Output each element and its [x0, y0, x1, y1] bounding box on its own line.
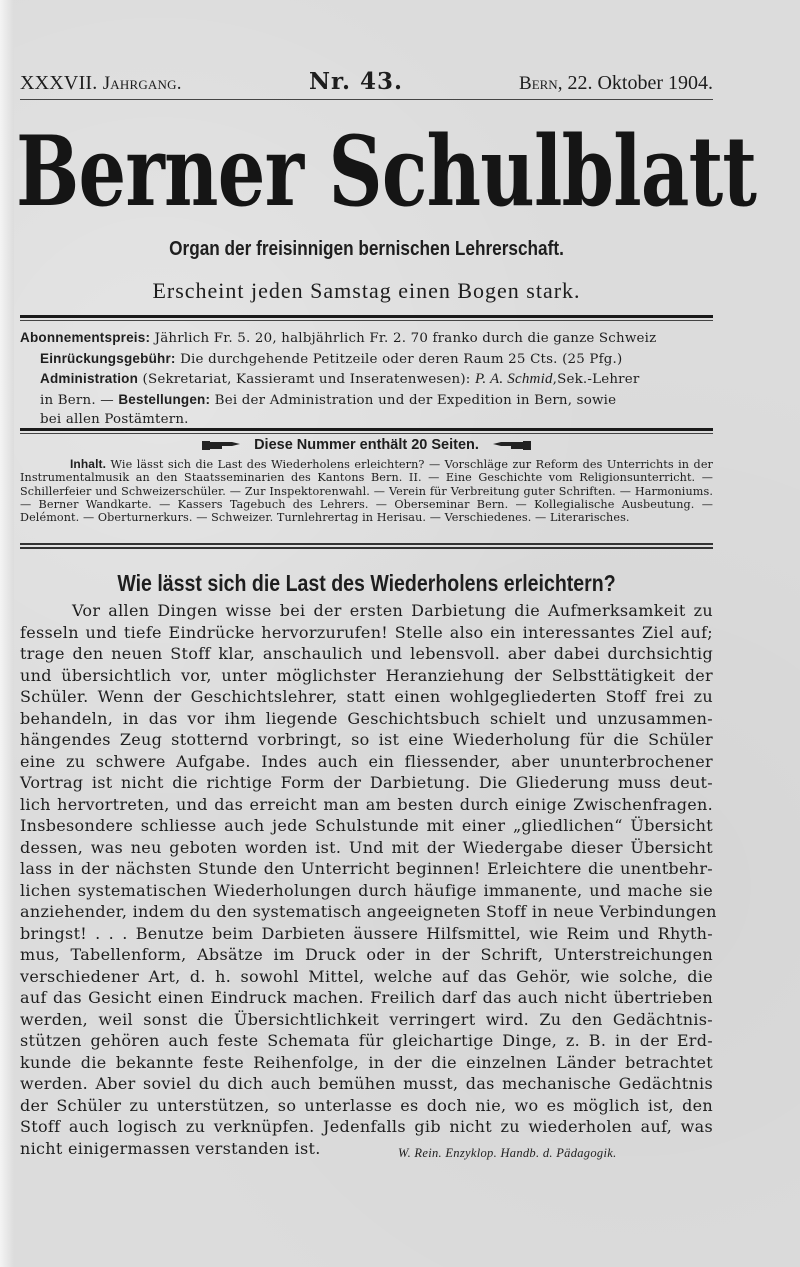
article-line: der Schüler zu unterstützen, so unterlasse es doch nie, wo es möglich ist, den — [20, 1095, 713, 1115]
insertion-fee: Einrückungsgebühr: Die durchgehende Petitzeile oder deren Raum 25 Cts. (25 Pfg.) — [40, 350, 623, 367]
article-line: Vortrag ist nicht die richtige Form der Darbietung. Die Gliederung muss deut- — [20, 773, 713, 792]
article-line: Vor allen Dingen wisse bei der ersten Darbietung die Aufmerksamkeit zu — [72, 601, 713, 620]
masthead — [20, 70, 713, 100]
administration: Administration (Sekretariat, Kassieramt und Inseratenwesen): P. A. Schmid,Sek.-Lehrer — [40, 371, 640, 387]
article-line: lich hervortreten, und das erreicht man am besten durch einige Zwischenfragen. — [20, 794, 713, 814]
divider-double — [20, 428, 713, 434]
article-line: und übersichtlich vor, unter möglichster Heranziehung der Selbsttätigkeit der — [20, 665, 713, 685]
article-line: lichen systematischen Wiederholungen durch häufige immanente, und mache sie — [20, 880, 713, 900]
article-line: behandeln, in das vor ihm liegende Geschichtsbuch schielt und unzusammen- — [20, 708, 713, 728]
frequency-note: Erscheint jeden Samstag einen Bogen stark. — [152, 278, 581, 303]
article-line: lass in der nächsten Stunde den Unterricht beginnen! Erleichtere die unentbehr- — [20, 859, 713, 878]
article-last-row — [20, 1138, 713, 1160]
subtitle: Organ der freisinnigen bernischen Lehrerschaft. — [169, 238, 564, 260]
newspaper-title: Berner Schulblatt — [16, 115, 757, 228]
article-source: W. Rein. Enzyklop. Handb. d. Pädagogik. — [398, 1145, 617, 1160]
divider-double — [20, 315, 713, 321]
article-line: auf das Gesicht einen Eindruck machen. Freilich darf das auch nicht übertrieben — [20, 988, 713, 1007]
article-title: Wie lässt sich die Last des Wiederholens erleichtern? — [117, 570, 616, 596]
place-date: Bern, 22. Oktober 1904. — [519, 72, 713, 94]
article-line: werden, weil sonst die Übersichtlichkeit verringert wird. Zu den Gedächtnis- — [20, 1009, 713, 1029]
subscription-info — [20, 328, 713, 430]
article-line: hängendes Zeug stotternd vorbringt, so ist eine Wiederholung für die Schüler — [20, 730, 713, 749]
volume-label: XXXVII. Jahrgang. — [20, 72, 182, 94]
page-edge — [0, 0, 14, 1267]
article-line: stützen gehören auch feste Schemata für gleichartige Dinge, z. B. in der Erd- — [20, 1031, 713, 1050]
orders: in Bern. — Bestellungen: Bei der Administration und der Expedition in Bern, sowie — [40, 391, 617, 408]
article-line: bringst! . . . Benutze beim Darbieten äussere Hilfsmittel, wie Reim und Rhyth- — [20, 923, 713, 943]
article-line: Schüler. Wenn der Geschichtslehrer, statt einen wohlgegliederten Stoff frei zu — [20, 687, 713, 706]
orders-cont: bei allen Postämtern. — [40, 412, 189, 427]
article-line: trage den neuen Stoff klar, anschaulich und lebensvoll. aber dabei durchsichtig — [20, 644, 713, 663]
article-line: eine zu schwere Aufgabe. Indes auch ein fliessender, aber ununterbrochener — [20, 751, 713, 771]
table-of-contents: Inhalt. Wie lässt sich die Last des Wiederholens erleichtern? — Vorschläge zur Reform des Unterrichts in der Instrumentalmusik an den Staatsseminarien des Kantons Bern. II. — Eine Geschichte vom Religionsunterricht. — Schillerfeier und Schweizerschüler. — Zur Inspektorenwahl. — Verein für Verbreitung guter Schriften. — Harmoniums. — Berner Wandkarte. — Kassers Tagebuch des Lehrers. — Oberseminar Bern. — Kollegialische Ausbeutung. — Delémont. — Oberturnerkurs. — Schweizer. Turnlehrertag in Herisau. — Verschiedenes. — Literarisches. — [20, 457, 713, 525]
article-line: fesseln und tiefe Eindrücke hervorzurufen! Stelle also ein interessantes Ziel auf; — [20, 622, 713, 642]
pointing-hand-icon — [202, 439, 242, 451]
article-line: anziehender, indem du den systematisch angeeigneten Stoff in neue Verbindungen — [20, 902, 717, 921]
article-body — [20, 600, 717, 1160]
article-line: mus, Tabellenform, Absätze im Druck oder in der Schrift, Unterstreichungen — [20, 945, 713, 964]
subscription-price: Abonnementspreis: Jährlich Fr. 5. 20, halbjährlich Fr. 2. 70 franko durch die ganze Schweiz — [20, 330, 657, 346]
article-line: Stoff auch logisch zu verknüpfen. Jedenfalls gib nicht zu wiederholen auf, was — [20, 1117, 713, 1136]
masthead-rule — [20, 99, 713, 100]
pointing-hand-icon — [491, 439, 531, 451]
article-line: werden. Aber soviel du dich auch bemühen musst, das mechanische Gedächtnis — [20, 1074, 713, 1093]
article-line: nicht einigermassen verstanden ist. — [20, 1138, 321, 1158]
issue-number: Nr. 43. — [309, 68, 404, 95]
article-line: Insbesondere schliesse auch jede Schulstunde mit einer „gliedlichen“ Übersicht — [20, 816, 713, 835]
article-line: kunde die bekannte feste Reihenfolge, in der die einzelnen Länder betrachtet — [20, 1052, 713, 1072]
page-count-notice: Diese Nummer enthält 20 Seiten. — [20, 437, 713, 453]
article-line: verschiedener Art, d. h. sowohl Mittel, welche auf das Gehör, wie solche, die — [20, 966, 713, 986]
article-line: dessen, was neu geboten worden ist. Und mit der Wiedergabe dieser Übersicht — [20, 837, 713, 857]
divider-double — [20, 543, 713, 549]
